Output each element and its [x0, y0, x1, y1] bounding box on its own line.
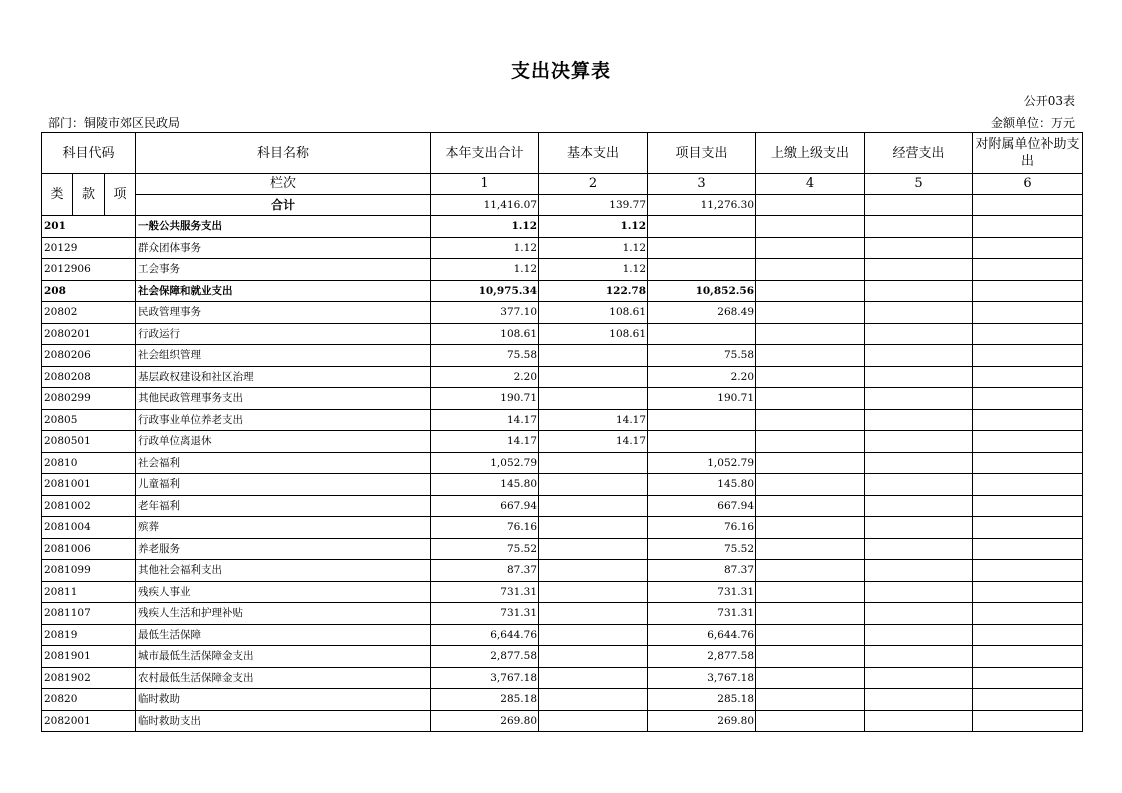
row-upper [756, 280, 865, 302]
table-row [42, 452, 1083, 474]
header-xiang: 项 [105, 174, 136, 216]
row-upper [756, 603, 865, 625]
row-code: 2012906 [42, 259, 136, 281]
header-kuan: 款 [73, 174, 105, 216]
row-basic [539, 667, 648, 689]
row-subsidy [973, 710, 1083, 732]
table-row [42, 409, 1083, 431]
table-row [42, 345, 1083, 367]
row-business [865, 517, 973, 539]
row-name: 社会福利 [136, 452, 431, 474]
row-project: 75.52 [648, 538, 756, 560]
row-business [865, 689, 973, 711]
row-total: 108.61 [431, 323, 539, 345]
row-subsidy [973, 517, 1083, 539]
row-name: 行政单位离退休 [136, 431, 431, 453]
row-basic: 1.12 [539, 237, 648, 259]
row-name: 其他社会福利支出 [136, 560, 431, 582]
index-row [42, 174, 1083, 195]
row-subsidy [973, 689, 1083, 711]
row-code: 20820 [42, 689, 136, 711]
row-business [865, 646, 973, 668]
table-row [42, 517, 1083, 539]
row-business [865, 474, 973, 496]
row-code: 2080201 [42, 323, 136, 345]
row-business [865, 560, 973, 582]
row-name: 老年福利 [136, 495, 431, 517]
row-code: 20810 [42, 452, 136, 474]
row-upper [756, 216, 865, 238]
row-subsidy [973, 216, 1083, 238]
row-total: 10,975.34 [431, 280, 539, 302]
row-upper [756, 495, 865, 517]
table-row [42, 388, 1083, 410]
row-subsidy [973, 560, 1083, 582]
total-upper [756, 195, 865, 216]
row-basic [539, 560, 648, 582]
row-business [865, 603, 973, 625]
row-basic [539, 581, 648, 603]
row-business [865, 581, 973, 603]
row-name: 残疾人事业 [136, 581, 431, 603]
row-business [865, 538, 973, 560]
header-subsidy: 对附属单位补助支出 [973, 133, 1083, 174]
row-business [865, 388, 973, 410]
row-upper [756, 710, 865, 732]
row-code: 20129 [42, 237, 136, 259]
row-upper [756, 366, 865, 388]
row-project [648, 237, 756, 259]
row-business [865, 431, 973, 453]
row-basic: 122.78 [539, 280, 648, 302]
row-total: 731.31 [431, 581, 539, 603]
row-name: 一般公共服务支出 [136, 216, 431, 238]
row-subsidy [973, 409, 1083, 431]
table-row [42, 323, 1083, 345]
row-project: 268.49 [648, 302, 756, 324]
row-upper [756, 345, 865, 367]
row-project: 87.37 [648, 560, 756, 582]
table-row [42, 560, 1083, 582]
row-business [865, 280, 973, 302]
row-upper [756, 431, 865, 453]
row-name: 养老服务 [136, 538, 431, 560]
page-title: 支出决算表 [510, 60, 611, 82]
row-code: 2081004 [42, 517, 136, 539]
row-subsidy [973, 581, 1083, 603]
row-name: 行政事业单位养老支出 [136, 409, 431, 431]
row-total: 269.80 [431, 710, 539, 732]
row-subsidy [973, 495, 1083, 517]
table-row [42, 495, 1083, 517]
row-project: 145.80 [648, 474, 756, 496]
row-subsidy [973, 624, 1083, 646]
table-row [42, 259, 1083, 281]
row-name: 其他民政管理事务支出 [136, 388, 431, 410]
total-row [42, 195, 1083, 216]
row-basic [539, 538, 648, 560]
row-subsidy [973, 431, 1083, 453]
row-basic: 14.17 [539, 431, 648, 453]
row-basic [539, 452, 648, 474]
row-code: 2080208 [42, 366, 136, 388]
row-subsidy [973, 474, 1083, 496]
row-upper [756, 302, 865, 324]
row-basic [539, 345, 648, 367]
row-name: 殡葬 [136, 517, 431, 539]
row-project: 731.31 [648, 581, 756, 603]
header-lanci: 栏次 [136, 174, 431, 195]
row-total: 2.20 [431, 366, 539, 388]
index-6: 6 [973, 174, 1083, 195]
row-subsidy [973, 237, 1083, 259]
row-total: 1.12 [431, 216, 539, 238]
row-subsidy [973, 345, 1083, 367]
row-total: 14.17 [431, 409, 539, 431]
row-total: 145.80 [431, 474, 539, 496]
row-upper [756, 388, 865, 410]
row-total: 2,877.58 [431, 646, 539, 668]
row-business [865, 237, 973, 259]
row-business [865, 452, 973, 474]
table-body [42, 216, 1083, 732]
row-name: 农村最低生活保障金支出 [136, 667, 431, 689]
header-lei: 类 [42, 174, 73, 216]
row-code: 2081901 [42, 646, 136, 668]
row-basic: 108.61 [539, 323, 648, 345]
row-upper [756, 237, 865, 259]
row-total: 377.10 [431, 302, 539, 324]
header-upper: 上缴上级支出 [756, 133, 865, 174]
row-basic [539, 474, 648, 496]
row-name: 社会保障和就业支出 [136, 280, 431, 302]
row-project [648, 259, 756, 281]
row-basic: 1.12 [539, 216, 648, 238]
row-basic [539, 710, 648, 732]
row-upper [756, 624, 865, 646]
index-5: 5 [865, 174, 973, 195]
row-code: 208 [42, 280, 136, 302]
table-row [42, 366, 1083, 388]
department-label: 部门：铜陵市郊区民政局 [48, 116, 181, 130]
row-total: 1.12 [431, 259, 539, 281]
row-total: 76.16 [431, 517, 539, 539]
row-business [865, 366, 973, 388]
total-sum: 11,416.07 [431, 195, 539, 216]
row-basic [539, 388, 648, 410]
row-code: 2081107 [42, 603, 136, 625]
index-3: 3 [648, 174, 756, 195]
row-subsidy [973, 646, 1083, 668]
row-basic [539, 646, 648, 668]
table-row [42, 216, 1083, 238]
header-business: 经营支出 [865, 133, 973, 174]
expenditure-table [41, 132, 1083, 732]
total-project: 11,276.30 [648, 195, 756, 216]
row-basic [539, 624, 648, 646]
row-total: 87.37 [431, 560, 539, 582]
row-project: 2.20 [648, 366, 756, 388]
total-basic: 139.77 [539, 195, 648, 216]
row-project: 285.18 [648, 689, 756, 711]
header-row [42, 133, 1083, 174]
row-name: 民政管理事务 [136, 302, 431, 324]
row-business [865, 710, 973, 732]
row-total: 3,767.18 [431, 667, 539, 689]
row-total: 6,644.76 [431, 624, 539, 646]
row-total: 285.18 [431, 689, 539, 711]
row-name: 工会事务 [136, 259, 431, 281]
index-1: 1 [431, 174, 539, 195]
index-4: 4 [756, 174, 865, 195]
row-code: 2082001 [42, 710, 136, 732]
row-project: 667.94 [648, 495, 756, 517]
row-upper [756, 259, 865, 281]
row-project [648, 409, 756, 431]
row-subsidy [973, 302, 1083, 324]
row-project: 10,852.56 [648, 280, 756, 302]
row-name: 临时救助支出 [136, 710, 431, 732]
row-project [648, 323, 756, 345]
row-subsidy [973, 667, 1083, 689]
row-upper [756, 667, 865, 689]
table-row [42, 538, 1083, 560]
row-project: 190.71 [648, 388, 756, 410]
row-code: 2081001 [42, 474, 136, 496]
row-project: 6,644.76 [648, 624, 756, 646]
row-total: 1.12 [431, 237, 539, 259]
total-business [865, 195, 973, 216]
row-code: 2081006 [42, 538, 136, 560]
row-business [865, 624, 973, 646]
row-basic [539, 517, 648, 539]
row-subsidy [973, 538, 1083, 560]
row-name: 群众团体事务 [136, 237, 431, 259]
row-business [865, 216, 973, 238]
row-name: 儿童福利 [136, 474, 431, 496]
table-row [42, 474, 1083, 496]
row-name: 行政运行 [136, 323, 431, 345]
header-total: 本年支出合计 [431, 133, 539, 174]
row-basic: 14.17 [539, 409, 648, 431]
row-subsidy [973, 280, 1083, 302]
row-basic [539, 366, 648, 388]
row-business [865, 259, 973, 281]
table-row [42, 280, 1083, 302]
index-2: 2 [539, 174, 648, 195]
row-upper [756, 538, 865, 560]
table-row [42, 237, 1083, 259]
table-row [42, 581, 1083, 603]
row-subsidy [973, 452, 1083, 474]
row-code: 2081002 [42, 495, 136, 517]
total-label: 合计 [136, 195, 431, 216]
row-project: 75.58 [648, 345, 756, 367]
row-project: 76.16 [648, 517, 756, 539]
header-code: 科目代码 [42, 133, 136, 174]
table-row [42, 646, 1083, 668]
row-upper [756, 560, 865, 582]
row-upper [756, 517, 865, 539]
header-name: 科目名称 [136, 133, 431, 174]
row-business [865, 667, 973, 689]
row-upper [756, 474, 865, 496]
row-project: 3,767.18 [648, 667, 756, 689]
header-basic: 基本支出 [539, 133, 648, 174]
row-upper [756, 646, 865, 668]
row-basic [539, 603, 648, 625]
row-subsidy [973, 366, 1083, 388]
row-total: 190.71 [431, 388, 539, 410]
table-row [42, 431, 1083, 453]
row-project: 731.31 [648, 603, 756, 625]
row-total: 731.31 [431, 603, 539, 625]
row-total: 1,052.79 [431, 452, 539, 474]
row-name: 临时救助 [136, 689, 431, 711]
total-subsidy [973, 195, 1083, 216]
row-project [648, 431, 756, 453]
row-subsidy [973, 603, 1083, 625]
unit-label: 金额单位：万元 [990, 116, 1075, 130]
row-code: 201 [42, 216, 136, 238]
row-business [865, 409, 973, 431]
table-row [42, 667, 1083, 689]
row-project [648, 216, 756, 238]
row-upper [756, 452, 865, 474]
row-code: 2080299 [42, 388, 136, 410]
row-name: 残疾人生活和护理补贴 [136, 603, 431, 625]
row-upper [756, 323, 865, 345]
row-code: 2080206 [42, 345, 136, 367]
row-name: 基层政权建设和社区治理 [136, 366, 431, 388]
row-project: 269.80 [648, 710, 756, 732]
table-row [42, 603, 1083, 625]
row-code: 2081099 [42, 560, 136, 582]
row-code: 2080501 [42, 431, 136, 453]
table-row [42, 710, 1083, 732]
form-number: 公开03表 [1023, 94, 1075, 108]
row-code: 2081902 [42, 667, 136, 689]
row-basic [539, 689, 648, 711]
table-row [42, 689, 1083, 711]
row-total: 14.17 [431, 431, 539, 453]
row-project: 2,877.58 [648, 646, 756, 668]
row-code: 20811 [42, 581, 136, 603]
row-name: 城市最低生活保障金支出 [136, 646, 431, 668]
table-row [42, 302, 1083, 324]
row-name: 社会组织管理 [136, 345, 431, 367]
row-code: 20805 [42, 409, 136, 431]
row-total: 75.58 [431, 345, 539, 367]
row-basic [539, 495, 648, 517]
row-upper [756, 581, 865, 603]
table-row [42, 624, 1083, 646]
row-subsidy [973, 259, 1083, 281]
row-basic: 108.61 [539, 302, 648, 324]
row-code: 20819 [42, 624, 136, 646]
row-total: 667.94 [431, 495, 539, 517]
row-upper [756, 689, 865, 711]
row-business [865, 495, 973, 517]
row-project: 1,052.79 [648, 452, 756, 474]
row-business [865, 302, 973, 324]
row-total: 75.52 [431, 538, 539, 560]
row-business [865, 323, 973, 345]
header-project: 项目支出 [648, 133, 756, 174]
row-upper [756, 409, 865, 431]
row-business [865, 345, 973, 367]
row-basic: 1.12 [539, 259, 648, 281]
row-name: 最低生活保障 [136, 624, 431, 646]
row-code: 20802 [42, 302, 136, 324]
row-subsidy [973, 323, 1083, 345]
row-subsidy [973, 388, 1083, 410]
